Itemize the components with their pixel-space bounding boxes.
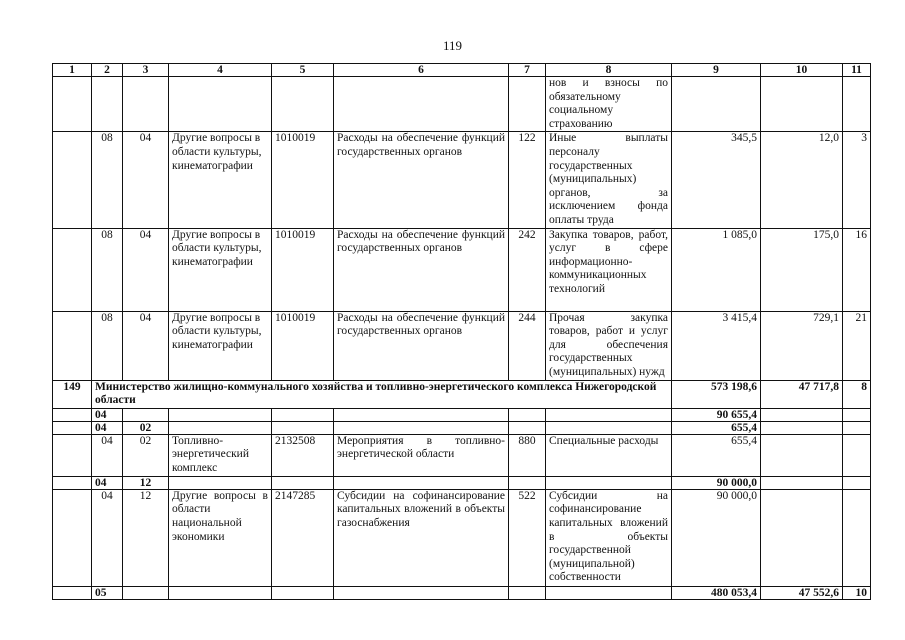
cell-section: 04	[92, 408, 123, 421]
cell-amount-2: 47 717,8	[761, 380, 843, 408]
cell-amount: 573 198,6	[672, 380, 761, 408]
cell-amount: 655,4	[672, 434, 761, 476]
cell-subsection-name: Топливно-энергетический комплекс	[169, 434, 272, 476]
section-row	[53, 586, 871, 599]
cell-amount-2	[761, 77, 843, 132]
cell-recipient-code	[53, 132, 92, 228]
cell-target-code: 1010019	[272, 132, 334, 228]
cell-section: 05	[92, 586, 123, 599]
cell-subsection-name: Другие вопросы в области культуры, кинематографии	[169, 132, 272, 228]
cell-target-name	[334, 421, 509, 434]
cell-recipient-code	[53, 476, 92, 489]
column-header: 6	[334, 64, 509, 77]
cell-count: 8	[843, 380, 871, 408]
cell-target-name	[334, 408, 509, 421]
cell-section	[92, 77, 123, 132]
cell-section: 08	[92, 132, 123, 228]
cell-count	[843, 489, 871, 586]
cell-amount	[672, 77, 761, 132]
cell-subsection	[123, 586, 169, 599]
cell-section: 04	[92, 476, 123, 489]
cell-subsection-name	[169, 77, 272, 132]
ministry-name: Министерство жилищно-коммунального хозяйства и топливно-энергетического комплекса Нижегородской области	[92, 380, 672, 408]
cell-expense-name: нов и взносы по обязательному социальному страхованию	[546, 77, 672, 132]
cell-amount: 3 415,4	[672, 311, 761, 380]
column-header: 2	[92, 64, 123, 77]
cell-section: 08	[92, 311, 123, 380]
column-header: 11	[843, 64, 871, 77]
cell-subsection-name	[169, 408, 272, 421]
cell-target-code	[272, 586, 334, 599]
cell-amount-2	[761, 434, 843, 476]
cell-recipient-code	[53, 311, 92, 380]
cell-expense-name: Закупка товаров, работ, услуг в сфере информационно-коммуникационных технологий	[546, 228, 672, 311]
table-row	[53, 132, 871, 228]
cell-target-name: Расходы на обеспечение функций государственных органов	[334, 311, 509, 380]
cell-subsection: 04	[123, 132, 169, 228]
cell-subsection: 02	[123, 421, 169, 434]
cell-amount-2: 47 552,6	[761, 586, 843, 599]
cell-amount-2	[761, 421, 843, 434]
cell-target-code	[272, 77, 334, 132]
cell-expense-name: Иные выплаты персоналу государственных (муниципальных) органов, за исключением фонда оплаты труда	[546, 132, 672, 228]
table-row	[53, 77, 871, 132]
cell-target-code: 1010019	[272, 311, 334, 380]
cell-count	[843, 408, 871, 421]
column-header: 3	[123, 64, 169, 77]
cell-target-name	[334, 476, 509, 489]
cell-target-code: 1010019	[272, 228, 334, 311]
cell-expense-code	[509, 408, 546, 421]
cell-amount: 90 655,4	[672, 408, 761, 421]
header-row	[53, 64, 871, 77]
column-header: 9	[672, 64, 761, 77]
cell-expense-name: Прочая закупка товаров, работ и услуг для обеспечения государственных (муниципальных) нужд	[546, 311, 672, 380]
cell-expense-name: Субсидии на софинансирование капитальных вложений в объекты государственной (муниципальной) собственности	[546, 489, 672, 586]
cell-target-name: Субсидии на софинансирование капитальных вложений в объекты газоснабжения	[334, 489, 509, 586]
cell-amount-2: 729,1	[761, 311, 843, 380]
cell-section: 04	[92, 434, 123, 476]
cell-count	[843, 77, 871, 132]
cell-amount-2: 175,0	[761, 228, 843, 311]
cell-amount: 90 000,0	[672, 489, 761, 586]
cell-recipient-code	[53, 228, 92, 311]
cell-count: 21	[843, 311, 871, 380]
cell-subsection: 12	[123, 489, 169, 586]
cell-count: 16	[843, 228, 871, 311]
cell-subsection-name	[169, 421, 272, 434]
cell-amount-2: 12,0	[761, 132, 843, 228]
cell-subsection: 12	[123, 476, 169, 489]
column-header: 4	[169, 64, 272, 77]
cell-subsection: 02	[123, 434, 169, 476]
table-row	[53, 434, 871, 476]
cell-target-code	[272, 421, 334, 434]
cell-recipient-code	[53, 434, 92, 476]
cell-subsection-name	[169, 476, 272, 489]
cell-amount: 345,5	[672, 132, 761, 228]
cell-subsection	[123, 77, 169, 132]
cell-subsection	[123, 408, 169, 421]
cell-expense-name	[546, 476, 672, 489]
column-header: 10	[761, 64, 843, 77]
cell-recipient-code	[53, 489, 92, 586]
cell-subsection-name: Другие вопросы в области культуры, кинематографии	[169, 228, 272, 311]
column-header: 1	[53, 64, 92, 77]
cell-expense-name	[546, 586, 672, 599]
ministry-row	[53, 380, 871, 408]
section-row	[53, 408, 871, 421]
cell-section: 04	[92, 421, 123, 434]
cell-count	[843, 476, 871, 489]
cell-amount-2	[761, 408, 843, 421]
table-row	[53, 489, 871, 586]
cell-target-code: 2132508	[272, 434, 334, 476]
cell-section: 04	[92, 489, 123, 586]
cell-amount: 480 053,4	[672, 586, 761, 599]
cell-expense-code	[509, 421, 546, 434]
cell-recipient-code	[53, 421, 92, 434]
cell-recipient-code	[53, 586, 92, 599]
cell-count: 3	[843, 132, 871, 228]
cell-recipient-code	[53, 408, 92, 421]
cell-amount-2	[761, 476, 843, 489]
cell-section: 08	[92, 228, 123, 311]
cell-expense-code: 242	[509, 228, 546, 311]
cell-expense-code: 880	[509, 434, 546, 476]
cell-amount: 655,4	[672, 421, 761, 434]
cell-count: 10	[843, 586, 871, 599]
column-header: 8	[546, 64, 672, 77]
cell-amount: 90 000,0	[672, 476, 761, 489]
cell-expense-code: 244	[509, 311, 546, 380]
cell-target-name	[334, 586, 509, 599]
cell-recipient-code: 149	[53, 380, 92, 408]
cell-expense-name: Специальные расходы	[546, 434, 672, 476]
cell-count	[843, 421, 871, 434]
cell-subsection-name	[169, 586, 272, 599]
cell-target-code: 2147285	[272, 489, 334, 586]
table-row	[53, 311, 871, 380]
cell-amount-2	[761, 489, 843, 586]
cell-expense-code: 522	[509, 489, 546, 586]
cell-recipient-code	[53, 77, 92, 132]
cell-expense-code	[509, 586, 546, 599]
subsection-row	[53, 421, 871, 434]
cell-expense-name	[546, 408, 672, 421]
cell-target-name	[334, 77, 509, 132]
budget-table	[52, 63, 871, 600]
cell-expense-code	[509, 77, 546, 132]
cell-subsection: 04	[123, 228, 169, 311]
column-header: 7	[509, 64, 546, 77]
cell-subsection: 04	[123, 311, 169, 380]
table-row	[53, 228, 871, 311]
cell-target-name: Расходы на обеспечение функций государственных органов	[334, 132, 509, 228]
column-header: 5	[272, 64, 334, 77]
cell-amount: 1 085,0	[672, 228, 761, 311]
cell-target-name: Расходы на обеспечение функций государственных органов	[334, 228, 509, 311]
cell-target-code	[272, 408, 334, 421]
cell-target-code	[272, 476, 334, 489]
cell-subsection-name: Другие вопросы в области культуры, кинематографии	[169, 311, 272, 380]
page-number: 119	[442, 38, 463, 53]
cell-expense-code	[509, 476, 546, 489]
cell-expense-code: 122	[509, 132, 546, 228]
cell-expense-name	[546, 421, 672, 434]
cell-subsection-name: Другие вопросы в области национальной экономики	[169, 489, 272, 586]
subsection-row	[53, 476, 871, 489]
cell-target-name: Мероприятия в топливно-энергетической области	[334, 434, 509, 476]
cell-count	[843, 434, 871, 476]
